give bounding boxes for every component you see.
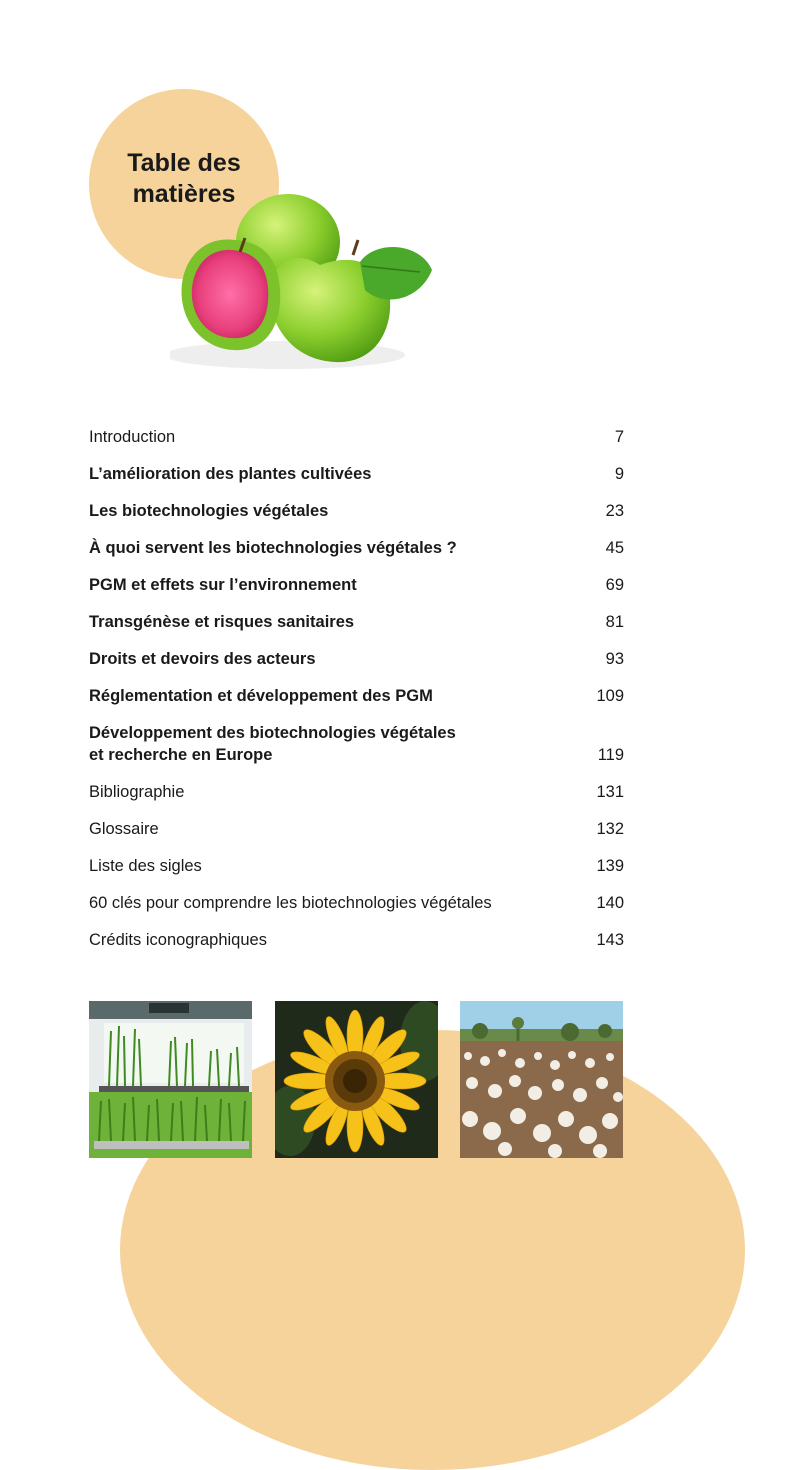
page-title-line2: matières bbox=[132, 180, 236, 208]
toc-entry-page: 45 bbox=[605, 539, 624, 557]
toc-entry-title-line2: et recherche en Europe bbox=[89, 746, 273, 764]
sunflower-photo bbox=[275, 1001, 438, 1158]
toc-entry-title bbox=[89, 722, 549, 766]
toc-entry-page: 7 bbox=[614, 428, 624, 446]
toc-entry-droits-devoirs[interactable] bbox=[89, 648, 624, 670]
toc-entry-amelioration[interactable] bbox=[89, 463, 624, 485]
toc-entry-page: 93 bbox=[605, 650, 624, 668]
toc-entry-bibliographie[interactable] bbox=[89, 781, 624, 803]
cotton-field-photo bbox=[460, 1001, 623, 1158]
greenhouse-photo bbox=[89, 1001, 252, 1158]
toc-entry-60-cles[interactable] bbox=[89, 892, 624, 914]
toc-entry-reglementation[interactable] bbox=[89, 685, 624, 707]
toc-entry-title-line1: Développement des biotechnologies végétales bbox=[89, 724, 456, 742]
toc-entry-title: À quoi servent les biotechnologies végétales ? bbox=[89, 539, 457, 557]
toc-entry-developpement-europe[interactable] bbox=[89, 722, 624, 766]
toc-entry-transgenese[interactable] bbox=[89, 611, 624, 633]
toc-entry-title: PGM et effets sur l’environnement bbox=[89, 576, 357, 594]
toc-entry-page: 69 bbox=[605, 576, 624, 594]
toc-entry-page: 9 bbox=[614, 465, 624, 483]
toc-entry-title: Crédits iconographiques bbox=[89, 931, 267, 949]
toc-entry-a-quoi-servent[interactable] bbox=[89, 537, 624, 559]
toc-entry-title: Liste des sigles bbox=[89, 857, 202, 875]
toc-entry-page: 23 bbox=[605, 502, 624, 520]
toc-entry-title: L’amélioration des plantes cultivées bbox=[89, 465, 372, 483]
toc-entry-title: Introduction bbox=[89, 428, 176, 446]
toc-entry-page: 119 bbox=[597, 746, 624, 764]
toc-entry-page: 139 bbox=[596, 857, 624, 875]
toc-entry-title: 60 clés pour comprendre les biotechnologies végétales bbox=[89, 894, 492, 912]
toc-entry-page: 132 bbox=[596, 820, 624, 838]
toc-entry-pgm-environnement[interactable] bbox=[89, 574, 624, 596]
toc-entry-title: Bibliographie bbox=[89, 783, 185, 801]
toc-entry-title: Transgénèse et risques sanitaires bbox=[89, 613, 355, 631]
toc-entry-page: 143 bbox=[596, 931, 624, 949]
toc-entry-page: 81 bbox=[605, 613, 624, 631]
table-of-contents bbox=[89, 420, 624, 951]
toc-entry-title: Les biotechnologies végétales bbox=[89, 502, 329, 520]
toc-entry-glossaire[interactable] bbox=[89, 818, 624, 840]
toc-entry-title: Réglementation et développement des PGM bbox=[89, 687, 433, 705]
toc-entry-page: 140 bbox=[596, 894, 624, 912]
toc-entry-biotechnologies[interactable] bbox=[89, 500, 624, 522]
toc-entry-introduction[interactable] bbox=[89, 426, 624, 448]
toc-entry-credits[interactable] bbox=[89, 929, 624, 951]
apples-image bbox=[170, 190, 440, 375]
toc-entry-page: 109 bbox=[596, 687, 624, 705]
toc-entry-page: 131 bbox=[596, 783, 624, 801]
toc-entry-sigles[interactable] bbox=[89, 855, 624, 877]
toc-entry-title: Droits et devoirs des acteurs bbox=[89, 650, 316, 668]
page-title-line1: Table des bbox=[127, 149, 241, 177]
toc-entry-title: Glossaire bbox=[89, 820, 159, 838]
